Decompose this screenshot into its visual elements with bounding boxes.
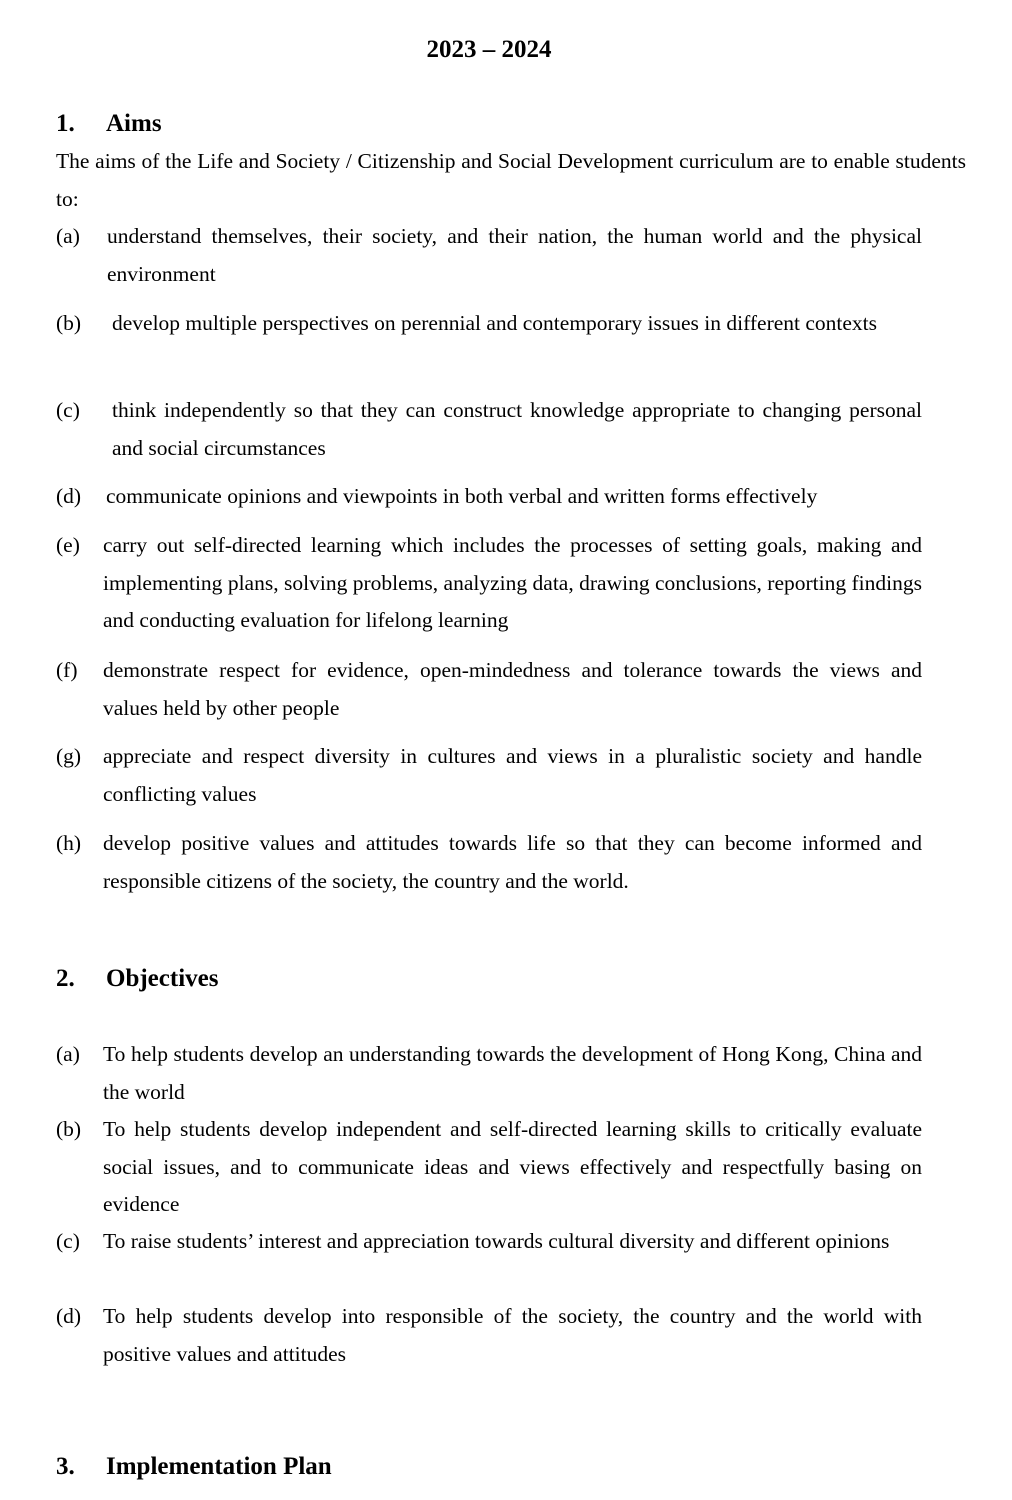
section-title: Aims [106,110,162,137]
section-heading-implementation-plan [56,1451,332,1483]
section-number: 1. [56,110,75,137]
list-item-text: To help students develop an understanding towards the development of Hong Kong, China and the world [103,1042,922,1104]
list-item-label: (b) [56,311,82,335]
objectives-list-item [56,1298,922,1373]
list-item-text: appreciate and respect diversity in cultures and views in a pluralistic society and handle conflicting values [103,744,922,806]
list-item-text: develop positive values and attitudes towards life so that they can become informed and responsible citizens of the society, the country and the world. [103,831,922,893]
list-item-text: To help students develop into responsible of the society, the country and the world with positive values and attitudes [103,1304,922,1366]
aims-intro-paragraph: The aims of the Life and Society / Citizenship and Social Development curriculum are to enable students to: [56,149,966,211]
aims-list-item [56,527,922,640]
section-heading-aims [56,108,162,140]
aims-list-item [56,825,922,900]
aims-list-item [56,218,922,293]
aims-list-item [56,478,922,516]
list-item-text: carry out self-directed learning which includes the processes of setting goals, making and implementing plans, solving problems, analyzing data, drawing conclusions, reporting findings and conducting evaluation for lifelong learning [103,533,922,632]
list-item-label: (g) [56,744,82,768]
section-title: Objectives [106,965,219,992]
list-item-label: (a) [56,1042,80,1066]
aims-list-item [56,392,922,467]
list-item-text: demonstrate respect for evidence, open-mindedness and tolerance towards the views and values held by other people [103,658,922,720]
list-item-text: develop multiple perspectives on perennial and contemporary issues in different contexts [112,311,878,335]
section-number: 3. [56,1453,75,1480]
list-item-text: To help students develop independent and self-directed learning skills to critically evaluate social issues, and to communicate ideas and views effectively and respectfully basing on evidence [103,1117,922,1216]
list-item-label: (f) [56,658,78,682]
section-number: 2. [56,965,75,992]
aims-list-item [56,738,922,813]
section-heading-objectives [56,963,218,995]
list-item-label: (e) [56,533,80,557]
list-item-label: (b) [56,1117,82,1141]
list-item-text: understand themselves, their society, and their nation, the human world and the physical environment [107,224,922,286]
list-item-label: (c) [56,1229,80,1253]
list-item-label: (h) [56,831,82,855]
list-item-label: (d) [56,484,82,508]
list-item-label: (d) [56,1304,82,1328]
aims-list-item [56,652,922,727]
section-title: Implementation Plan [106,1453,332,1480]
objectives-list-item [56,1111,922,1224]
objectives-list-item [56,1223,922,1261]
list-item-text: communicate opinions and viewpoints in both verbal and written forms effectively [106,484,818,508]
list-item-label: (c) [56,398,80,422]
objectives-list-item [56,1036,922,1111]
list-item-text: think independently so that they can construct knowledge appropriate to changing personal and social circumstances [112,398,922,460]
document-year-title: 2023 – 2024 [426,36,552,63]
list-item-text: To raise students’ interest and appreciation towards cultural diversity and different opinions [103,1229,890,1253]
aims-list-item [56,305,922,343]
list-item-label: (a) [56,224,80,248]
